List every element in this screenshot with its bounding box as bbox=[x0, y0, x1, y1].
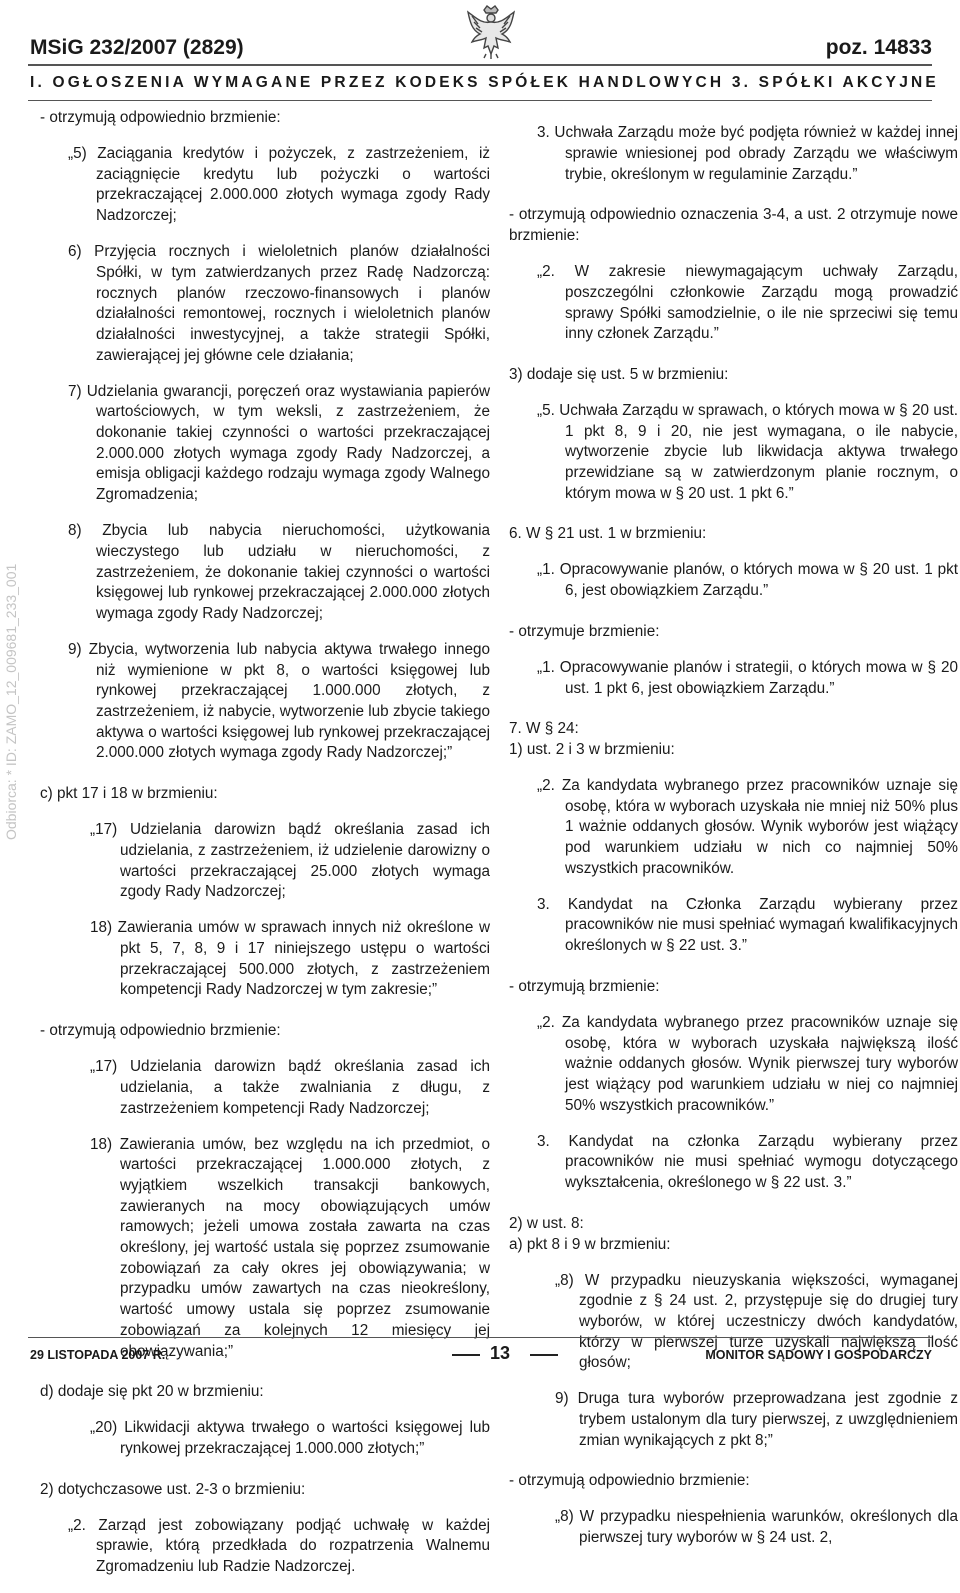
page-number-dash-left bbox=[452, 1354, 480, 1356]
paragraph: - otrzymują odpowiednio brzmienie: bbox=[509, 1472, 750, 1490]
paragraph: 3. Kandydat na Członka Zarządu wybierany przez pracowników nie musi spełniać wymagań kwalifikacyjnych określonych w § 22 ust. 3.” bbox=[537, 895, 958, 955]
paragraph: „17) Udzielania darowizn bądź określania zasad ich udzielania, a także zwalniania z długu, z zastrzeżeniem kompetencji Rady Nadzorczej; bbox=[90, 1058, 490, 1117]
paragraph: c) pkt 17 i 18 w brzmieniu: bbox=[40, 785, 218, 803]
left-column bbox=[40, 108, 490, 1593]
publication-name: MONITOR SĄDOWY I GOSPODARCZY bbox=[705, 1348, 932, 1362]
paragraph: 7) Udzielania gwarancji, poręczeń oraz wystawiania papierów wartościowych, w tym weksli, z zastrzeżeniem, że dokonanie takiej czynności o wartości przekraczającej 2.000.000 złotych wymaga zgody Rady Nadzorczej, a emisja obligacji każdego rodzaju wymaga zgody Walnego Zgromadzenia; bbox=[68, 382, 490, 504]
paragraph: 3. Uchwała Zarządu może być podjęta również w każdej innej sprawie wniesionej pod obrady Zarządu we właściwym trybie, określonym w regulaminie Zarządu.” bbox=[537, 124, 958, 183]
page-number-dash-right bbox=[530, 1354, 558, 1356]
paragraph: 18) Zawierania umów, bez względu na ich przedmiot, o wartości przekraczającej 1.000.000 złotych, z wyjątkiem wszelkich transakcji bankowych, zawieranych na mocy obowiązujących umów ramowych; jeżeli umowa została zawarta na czas określony, jej wartość ustala się poprzez zsumowanie zobowiązań za cały okres jej obowiązywania; w przypadku umów zawartych na czas nieokreślony, wartość umowy ustala się poprzez zsumowanie zobowiązań za kolejnych 12 miesięcy jej obowiązywania;” bbox=[90, 1135, 490, 1360]
paragraph: - otrzymują odpowiednio oznaczenia 3-4, a ust. 2 otrzymuje nowe brzmienie: bbox=[509, 206, 958, 245]
paragraph: „2. Za kandydata wybranego przez pracowników uznaje się osobę, która w wyborach uzyskała największą ilość ważnie oddanych głosów. Wynik pierwszej tury wyborów jest wiążący pod warunkiem udziału w niej co najmniej 50% wszystkich pracowników.” bbox=[537, 1013, 958, 1114]
paragraph: „2. W zakresie niewymagającym uchwały Zarządu, poszczególni członkowie Zarządu mogą prowadzić sprawy Spółki samodzielnie, o ile nie sprzeciwi się temu inny członek Zarządu.” bbox=[537, 263, 958, 343]
paragraph: „2. Zarząd jest zobowiązany podjąć uchwałę w każdej sprawie, którą przedkłada do rozpatrzenia Walnemu Zgromadzeniu lub Radzie Nadzorczej. bbox=[68, 1516, 490, 1576]
section-rule bbox=[28, 100, 932, 101]
page-number: 13 bbox=[490, 1343, 511, 1363]
paragraph: „5. Uchwała Zarządu w sprawach, o których mowa w § 20 ust. 1 pkt 8, 9 i 20, nie jest wymagana, o ile nabycie, wytworzenie zbycie lub likwidacja aktywa trwałego przewidziane są w zatwierdzonym planie rocznym, o którym mowa w § 20 ust. 1 pkt 6.” bbox=[537, 401, 958, 502]
issue-number: MSiG 232/2007 (2829) bbox=[30, 36, 244, 59]
paragraph: 18) Zawierania umów w sprawach innych niż określone w pkt 5, 7, 8, 9 i 17 niniejszego ustępu o wartości przekraczającej 500.000 złotych, z zastrzeżeniem kompetencji Rady Nadzorczej w tym zakresie;” bbox=[90, 919, 490, 999]
paragraph: 9) Zbycia, wytworzenia lub nabycia aktywa trwałego innego niż wymienione w pkt 8, o wartości księgowej lub rynkowej przekraczającej 1.000.000 złotych, z zastrzeżeniem, iż nabycie, wytworzenie lub zbycie takiego aktywa o wartości księgowej lub rynkowej przekraczającej 2.000.000 złotych wymaga zgody Rady Nadzorczej;” bbox=[68, 640, 490, 762]
right-column bbox=[509, 108, 958, 1564]
paragraph: 2) w ust. 8: bbox=[509, 1214, 584, 1232]
paragraph: 7. W § 24: bbox=[509, 720, 579, 738]
paragraph: d) dodaje się pkt 20 w brzmieniu: bbox=[40, 1383, 264, 1401]
paragraph: 3) dodaje się ust. 5 w brzmieniu: bbox=[509, 365, 729, 383]
paragraph: a) pkt 8 i 9 w brzmieniu: bbox=[509, 1235, 671, 1253]
paragraph: 6) Przyjęcia rocznych i wieloletnich planów działalności Spółki, w tym zatwierdzanych przez Radę Nadzorczą: rocznych planów rzeczowo-finansowych i planów działalności remontowej, rocznych i wieloletnich planów działalności inwestycyjnej, a także strategii Spółki, zawierającej jej główne cele działania; bbox=[68, 243, 490, 364]
recipient-watermark: Odbiorca: * ID: ZAMO_12_009681_233_001 bbox=[3, 563, 19, 840]
paragraph: 2) dotychczasowe ust. 2-3 o brzmieniu: bbox=[40, 1480, 306, 1498]
paragraph: „8) W przypadku nieuzyskania większości, wymaganej zgodnie z § 24 ust. 2, przystępuje się do drugiej tury wyborów, w której uczestniczy dwóch kandydatów, którzy w pierwszej turze uzyskali największą ilość głosów; bbox=[555, 1271, 958, 1372]
paragraph: „1. Opracowywanie planów i strategii, o których mowa w § 20 ust. 1 pkt 6, jest obowiązkiem Zarządu.” bbox=[537, 658, 958, 697]
paragraph: 1) ust. 2 i 3 w brzmieniu: bbox=[509, 740, 675, 758]
paragraph: - otrzymują odpowiednio brzmienie: bbox=[40, 1022, 281, 1040]
paragraph: 6. W § 21 ust. 1 w brzmieniu: bbox=[509, 525, 707, 543]
paragraph: 9) Druga tura wyborów przeprowadzana jest zgodnie z trybem ustalonym dla tury pierwszej, z uwzględnieniem zmian wynikających z pkt 8;” bbox=[555, 1390, 958, 1449]
footer-rule bbox=[28, 1337, 932, 1338]
paragraph: - otrzymują brzmienie: bbox=[509, 977, 660, 995]
paragraph: 8) Zbycia lub nabycia nieruchomości, użytkowania wieczystego lub udziału w nieruchomości, z zastrzeżeniem, że dokonanie takiej czynności o wartości księgowej lub rynkowej przekraczającej 2.000.000 złotych wymaga zgody Rady Nadzorczej; bbox=[68, 522, 490, 622]
paragraph: - otrzymują odpowiednio brzmienie: bbox=[40, 109, 281, 126]
section-title: I. OGŁOSZENIA WYMAGANE PRZEZ KODEKS SPÓŁEK HANDLOWYCH 3. SPÓŁKI AKCYJNE bbox=[30, 74, 939, 91]
header-rule bbox=[28, 64, 932, 66]
paragraph: „17) Udzielania darowizn bądź określania zasad ich udzielania, z zastrzeżeniem, iż udzielenie darowizny o wartości przekraczającej 25.000 złotych wymaga zgody Rady Nadzorczej; bbox=[90, 821, 490, 901]
paragraph: 3. Kandydat na członka Zarządu wybierany przez pracowników nie musi spełniać wymogu dotyczącego wykształcenia, określonego w § 22 ust. 3.” bbox=[537, 1132, 958, 1192]
issue-date: 29 LISTOPADA 2007 R. bbox=[30, 1348, 166, 1362]
paragraph: „2. Za kandydata wybranego przez pracowników uznaje się osobę, która w wyborach uzyskała nie mniej niż 50% plus 1 ważnie oddanych głosów. Wynik wyborów jest wiążący pod warunkiem udziału w nich co najmniej 50% wszystkich pracowników. bbox=[537, 776, 958, 877]
paragraph: „8) W przypadku niespełnienia warunków, określonych dla pierwszej tury wyborów w § 24 ust. 2, bbox=[555, 1508, 958, 1547]
polish-eagle-emblem-icon bbox=[462, 4, 520, 60]
paragraph: - otrzymuje brzmienie: bbox=[509, 622, 660, 640]
announcement-position: poz. 14833 bbox=[825, 36, 932, 59]
paragraph: „20) Likwidacji aktywa trwałego o wartości księgowej lub rynkowej przekraczającej 1.000.000 złotych;” bbox=[90, 1419, 490, 1457]
paragraph: „5) Zaciągania kredytów i pożyczek, z zastrzeżeniem, iż zaciągnięcie kredytu lub pożyczki o wartości przekraczającej 2.000.000 złotych wymaga zgody Rady Nadzorczej; bbox=[68, 145, 490, 225]
paragraph: „1. Opracowywanie planów, o których mowa w § 20 ust. 1 pkt 6, jest obowiązkiem Zarządu.” bbox=[537, 561, 958, 600]
